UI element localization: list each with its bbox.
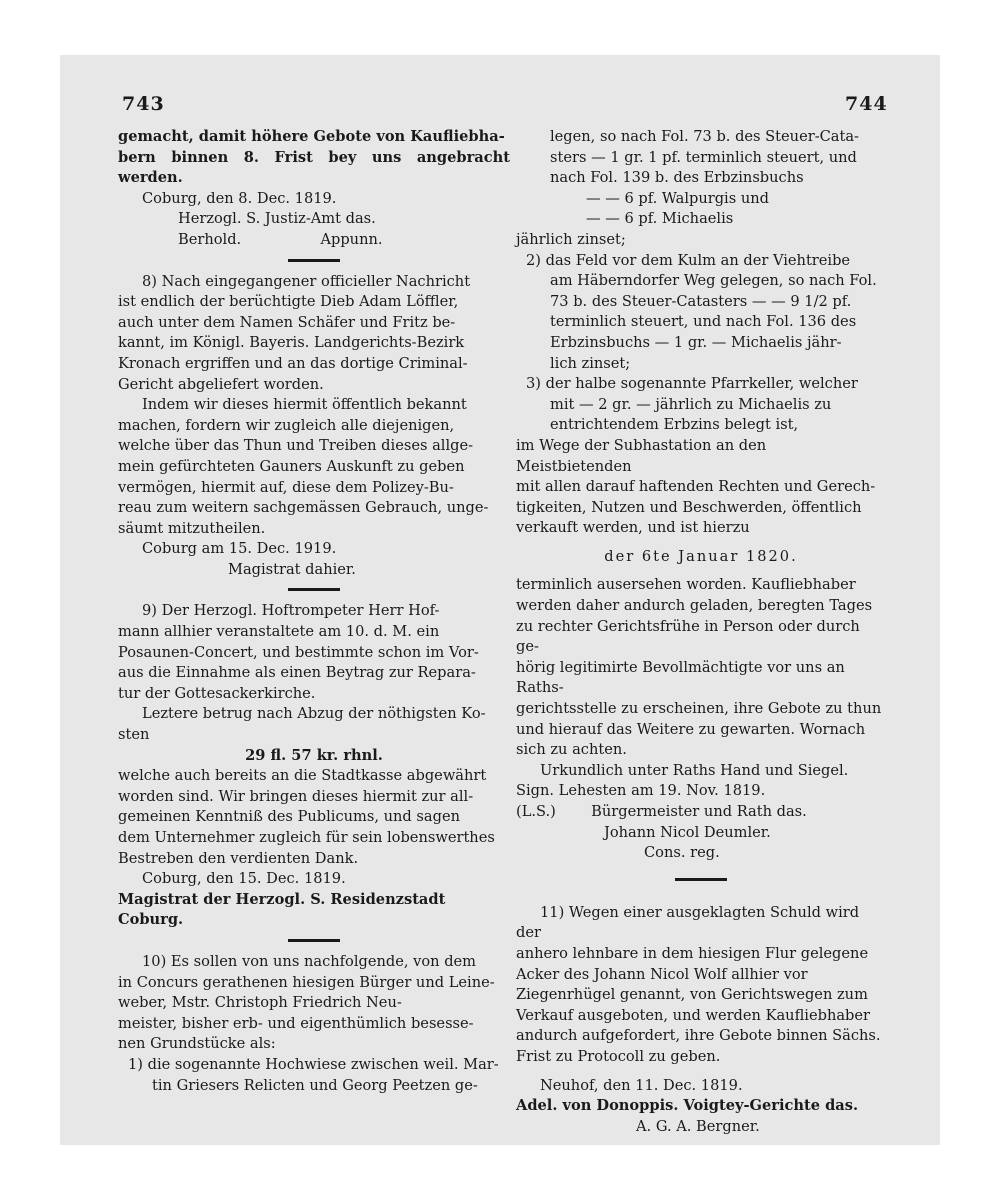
text-line: welche über das Thun und Treiben dieses allge- xyxy=(118,437,474,455)
text-line: Acker des Johann Nicol Wolf allhier vor xyxy=(516,965,808,983)
signature-name: Appunn. xyxy=(320,230,383,248)
office-line: Adel. von Donoppis. Voigtey-Gerichte das. xyxy=(516,1097,859,1115)
text-line: mann allhier veranstaltete am 10. d. M. ein xyxy=(118,623,440,641)
seal-mark: (L.S.) xyxy=(516,803,556,820)
section-divider xyxy=(288,588,340,591)
signature-line xyxy=(118,230,510,251)
text-line: kannt, im Königl. Bayeris. Landgerichts-Bezirk xyxy=(118,334,465,352)
text-line: mit — 2 gr. — jährlich zu Michaelis zu xyxy=(550,395,832,413)
left-column xyxy=(118,127,510,1096)
text-line: tin Griesers Relicten und Georg Peetzen ge- xyxy=(152,1076,478,1094)
date-line: Sign. Lehesten am 19. Nov. 1819. xyxy=(516,782,766,800)
list-item: 1) die sogenannte Hochwiese zwischen weil. Mar- xyxy=(128,1055,499,1073)
signature-name: Berhold. xyxy=(178,230,242,248)
text-line: sten xyxy=(118,726,150,744)
text-line: nen Grundstücke als: xyxy=(118,1035,276,1053)
text-line: 9) Der Herzogl. Hoftrompeter Herr Hof- xyxy=(142,602,440,620)
office-line: Magistrat der Herzogl. S. Residenzstadt Coburg. xyxy=(118,890,446,929)
text-line: worden sind. Wir bringen dieses hiermit zur all- xyxy=(118,787,474,805)
text-line: Gericht abgeliefert worden. xyxy=(118,375,324,393)
text-line: dem Unternehmer zugleich für sein lobenswerthes xyxy=(118,829,495,846)
date-line: Coburg, den 8. Dec. 1819. xyxy=(142,189,337,207)
text-line: Indem wir dieses hiermit öffentlich bekannt xyxy=(142,396,467,414)
text-line: meister, bisher erb- und eigenthümlich besesse- xyxy=(118,1014,474,1032)
text-line: säumt mitzutheilen. xyxy=(118,519,266,537)
text-line: und hierauf das Weitere zu gewarten. Wornach xyxy=(516,720,866,738)
text-line: tur der Gottesackerkirche. xyxy=(118,684,316,702)
text-line: machen, fordern wir zugleich alle diejenigen, xyxy=(118,416,455,434)
text-line: Urkundlich unter Raths Hand und Siegel. xyxy=(540,761,849,779)
text-line: nach Fol. 139 b. des Erbzinsbuchs xyxy=(550,169,804,187)
office-line: Magistrat dahier. xyxy=(228,560,356,578)
text-line: verkauft werden, und ist hierzu xyxy=(516,519,750,537)
text-line: 8) Nach eingegangener officieller Nachricht xyxy=(142,272,471,290)
section-divider xyxy=(675,878,727,881)
text-line: Leztere betrug nach Abzug der nöthigsten Ko- xyxy=(142,705,486,723)
text-line: gemacht, damit höhere Gebote von Kaufliebha- xyxy=(118,128,505,145)
text-line: hörig legitimirte Bevollmächtigte vor uns an Raths- xyxy=(516,658,845,697)
page-number-left: 743 xyxy=(122,93,165,115)
text-line: — — 6 pf. Walpurgis und xyxy=(586,189,769,207)
text-line: terminlich steuert, und nach Fol. 136 des xyxy=(550,313,857,331)
text-line: gemeinen Kenntniß des Publicums, und sagen xyxy=(118,808,460,826)
text-line: Kronach ergriffen und an das dortige Criminal- xyxy=(118,354,468,372)
text-line: bern binnen 8. Frist bey uns angebracht werden. xyxy=(118,148,510,187)
text-line: jährlich zinset; xyxy=(516,230,626,248)
signature-name: Johann Nicol Deumler. xyxy=(604,823,771,841)
text-line: sich zu achten. xyxy=(516,741,627,759)
signature-name: A. G. A. Bergner. xyxy=(636,1117,760,1135)
text-line: legen, so nach Fol. 73 b. des Steuer-Cata- xyxy=(550,128,859,145)
text-line: vermögen, hiermit auf, diese dem Polizey-Bu- xyxy=(118,478,454,496)
section-divider xyxy=(288,259,340,262)
text-line: ist endlich der berüchtigte Dieb Adam Löffler, xyxy=(118,293,459,311)
text-line: gerichtsstelle zu erscheinen, ihre Gebote zu thun xyxy=(516,700,882,718)
text-line: mein gefürchteten Gauners Auskunft zu geben xyxy=(118,457,465,475)
text-line: — — 6 pf. Michaelis xyxy=(586,210,734,228)
date-line: Coburg, den 15. Dec. 1819. xyxy=(142,870,346,888)
text-line: Frist zu Protocoll zu geben. xyxy=(516,1047,721,1065)
text-line: welche auch bereits an die Stadtkasse abgewährt xyxy=(118,767,487,785)
section-divider xyxy=(288,939,340,942)
signature-note: Cons. reg. xyxy=(644,844,720,862)
text-line: lich zinset; xyxy=(550,354,631,372)
text-line: terminlich ausersehen worden. Kaufliebhaber xyxy=(516,576,856,594)
date-line: Coburg am 15. Dec. 1919. xyxy=(142,540,337,558)
text-line: auch unter dem Namen Schäfer und Fritz be- xyxy=(118,313,456,331)
list-item: 2) das Feld vor dem Kulm an der Viehtreibe xyxy=(526,251,851,269)
office-line: Bürgermeister und Rath das. xyxy=(591,803,807,820)
office-line: Herzogl. S. Justiz-Amt das. xyxy=(178,210,376,228)
text-line: 73 b. des Steuer-Catasters — — 9 1/2 pf. xyxy=(550,292,852,310)
right-column xyxy=(516,127,886,1137)
text-line: entrichtendem Erbzins belegt ist, xyxy=(550,416,799,434)
page-number-right: 744 xyxy=(845,93,888,115)
text-line: 10) Es sollen von uns nachfolgende, von dem xyxy=(142,952,477,970)
text-line: werden daher andurch geladen, beregten Tages xyxy=(516,597,873,615)
text-line: im Wege der Subhastation an den Meistbietenden xyxy=(516,436,767,475)
date-line: Neuhof, den 11. Dec. 1819. xyxy=(540,1076,743,1094)
text-line: anhero lehnbare in dem hiesigen Flur gelegene xyxy=(516,944,869,962)
text-line: Bestreben den verdienten Dank. xyxy=(118,849,359,867)
text-line: Erbzinsbuchs — 1 gr. — Michaelis jähr- xyxy=(550,333,842,351)
auction-date: der 6te Januar 1820. xyxy=(604,547,798,565)
text-line: reau zum weitern sachgemässen Gebrauch, unge- xyxy=(118,499,489,517)
text-line: 11) Wegen einer ausgeklagten Schuld wird der xyxy=(516,903,860,942)
text-line: Verkauf ausgeboten, und werden Kaufliebhaber xyxy=(516,1006,871,1024)
text-line: aus die Einnahme als einen Beytrag zur Repara- xyxy=(118,664,476,682)
text-line: Ziegenrhügel genannt, von Gerichtswegen zum xyxy=(516,986,868,1004)
text-line: weber, Mstr. Christoph Friedrich Neu- xyxy=(118,994,402,1012)
text-line: mit allen darauf haftenden Rechten und Gerech- xyxy=(516,478,876,496)
text-line: in Concurs gerathenen hiesigen Bürger und Leine- xyxy=(118,973,495,991)
amount-line: 29 fl. 57 kr. rhnl. xyxy=(245,746,383,764)
text-line: Posaunen-Concert, und bestimmte schon im Vor- xyxy=(118,643,479,661)
signature-line xyxy=(516,802,886,823)
text-line: sters — 1 gr. 1 pf. terminlich steuert, und xyxy=(550,148,857,166)
list-item: 3) der halbe sogenannte Pfarrkeller, welcher xyxy=(526,375,858,393)
text-line: andurch aufgefordert, ihre Gebote binnen Sächs. xyxy=(516,1027,881,1045)
text-line: am Häberndorfer Weg gelegen, so nach Fol. xyxy=(550,272,877,290)
text-line: tigkeiten, Nutzen und Beschwerden, öffentlich xyxy=(516,498,862,516)
text-line: zu rechter Gerichtsfrühe in Person oder durch ge- xyxy=(516,617,860,656)
scanned-page xyxy=(60,55,940,1145)
